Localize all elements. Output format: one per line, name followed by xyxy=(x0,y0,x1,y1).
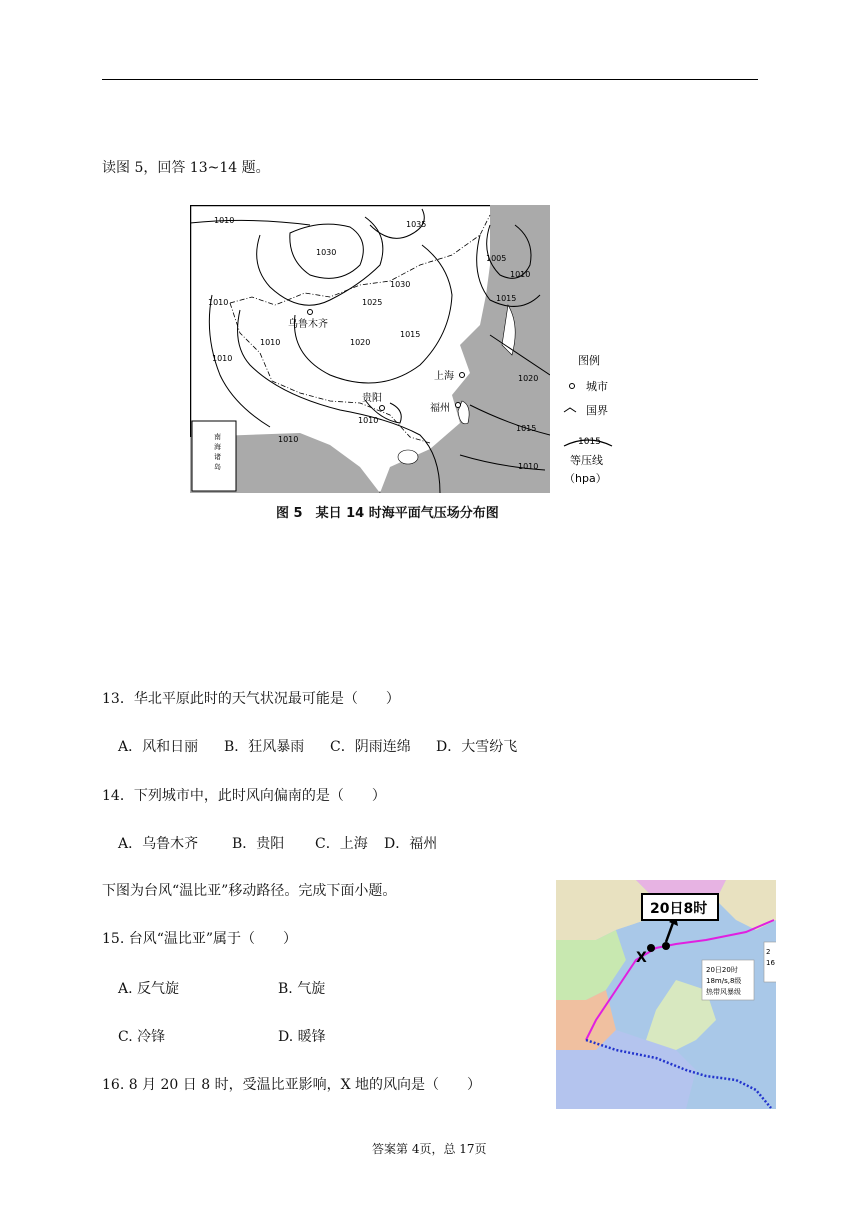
isobar-label: 1010 xyxy=(510,270,531,279)
legend-unit: （hpa） xyxy=(564,472,607,485)
isobar-label: 1020 xyxy=(518,374,539,383)
q15-option-a: A. 反气旋 xyxy=(118,981,180,997)
header-rule xyxy=(102,79,758,80)
q14-option-b: B．贵阳 xyxy=(232,836,285,852)
intro-typhoon: 下图为台风“温比亚”移动路径。完成下面小题。 xyxy=(102,883,397,899)
isobar-label: 1010 xyxy=(208,298,229,307)
q14-option-c: C．上海 xyxy=(315,836,368,852)
legend-isobar-value: 1015 xyxy=(578,437,601,447)
q14-option-a: A．乌鲁木齐 xyxy=(118,836,199,852)
city-shanghai: 上海 xyxy=(434,371,454,382)
question-14-stem: 14．下列城市中，此时风向偏南的是（ ） xyxy=(102,788,386,804)
note-line-1: 20日20时 xyxy=(706,966,738,974)
legend-city: 城市 xyxy=(586,380,608,393)
isobar-label: 1010 xyxy=(214,216,235,225)
x-location-label: X xyxy=(636,950,647,966)
note-line-3: 热带风暴级 xyxy=(706,988,741,996)
question-15-stem: 15. 台风“温比亚”属于（ ） xyxy=(102,931,298,947)
isobar-label: 1030 xyxy=(390,280,411,289)
isobar-label: 1035 xyxy=(406,220,427,229)
isobar-label: 1010 xyxy=(278,435,299,444)
isobar-label: 1010 xyxy=(260,338,281,347)
city-fuzhou: 福州 xyxy=(430,403,450,414)
pressure-map xyxy=(190,205,550,493)
time-box-label: 20日8时 xyxy=(650,901,708,917)
note-partial-2: 16 xyxy=(766,959,775,967)
isobar-label: 1010 xyxy=(212,354,233,363)
city-guiyang: 贵阳 xyxy=(362,393,382,404)
isobar-label: 1015 xyxy=(496,294,517,303)
intro-fig5: 读图 5，回答 13~14 题。 xyxy=(102,160,270,176)
q13-option-a: A．风和日丽 xyxy=(118,739,199,755)
legend-isobar: 等压线 xyxy=(570,454,603,467)
map-legend xyxy=(560,350,640,490)
note-partial-1: 2 xyxy=(766,948,771,956)
isobar-label: 1005 xyxy=(486,254,507,263)
figure-caption: 图 5 某日 14 时海平面气压场分布图 xyxy=(276,506,499,521)
note-line-2: 18m/s,8级 xyxy=(706,977,742,985)
isobar-label: 1020 xyxy=(350,338,371,347)
q15-option-b: B. 气旋 xyxy=(278,981,326,997)
inset-char: 南海诸岛 xyxy=(214,433,221,471)
q14-option-d: D．福州 xyxy=(384,836,438,852)
q13-option-b: B．狂风暴雨 xyxy=(224,739,305,755)
legend-title: 图例 xyxy=(578,354,600,367)
question-16-stem: 16. 8 月 20 日 8 时，受温比亚影响，X 地的风向是（ ） xyxy=(102,1077,482,1093)
page-footer: 答案第 4页，总 17页 xyxy=(372,1142,487,1156)
typhoon-track-map xyxy=(556,880,776,1109)
legend-border: 国界 xyxy=(586,404,608,417)
q13-option-c: C．阴雨连绵 xyxy=(330,739,411,755)
q13-option-d: D．大雪纷飞 xyxy=(436,739,518,755)
isobar-label: 1025 xyxy=(362,298,383,307)
city-urumqi: 乌鲁木齐 xyxy=(288,319,328,330)
question-13-stem: 13．华北平原此时的天气状况最可能是（ ） xyxy=(102,691,400,707)
isobar-label: 1010 xyxy=(518,462,539,471)
q15-option-c: C. 冷锋 xyxy=(118,1029,166,1045)
isobar-label: 1030 xyxy=(316,248,337,257)
isobar-label: 1015 xyxy=(516,424,537,433)
isobar-label: 1010 xyxy=(358,416,379,425)
isobar-label: 1015 xyxy=(400,330,421,339)
q15-option-d: D. 暖锋 xyxy=(278,1029,326,1045)
